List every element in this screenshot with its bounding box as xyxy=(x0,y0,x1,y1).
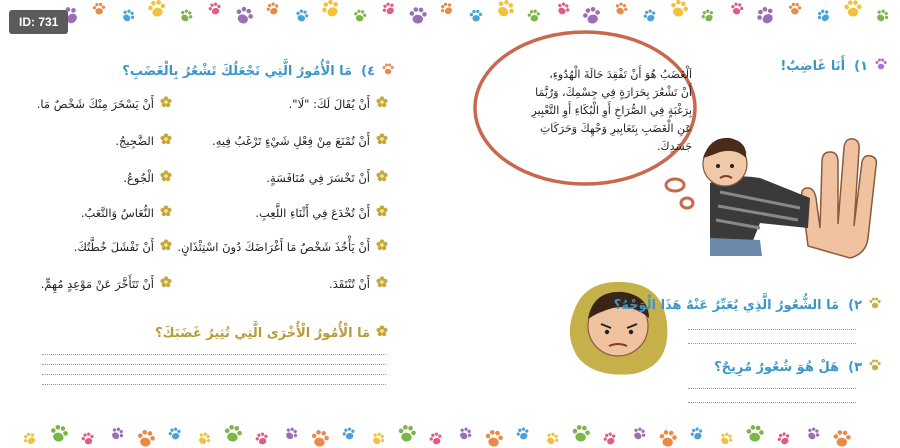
flower-bullet-icon xyxy=(160,205,172,220)
paw-print-icon xyxy=(689,426,705,441)
paw-bullet-icon xyxy=(381,62,395,80)
paw-print-icon xyxy=(370,430,387,447)
anger-trigger-item: أَنْ يَسْخَرَ مِنْكَ شَخْصٌ مَا. xyxy=(37,96,172,111)
paw-print-icon xyxy=(397,424,417,443)
anger-trigger-item: أَنْ يَأْخُذَ شَخْصٌ مَا أَغْرَاضَكَ دُونَ اسْتِئْذَانٍ. xyxy=(177,239,388,254)
answer-line[interactable] xyxy=(42,364,386,365)
paw-print-icon xyxy=(669,0,690,19)
anger-trigger-item: أَنْ تَخْسَرَ فِي مُنَافَسَةٍ. xyxy=(266,170,388,185)
bubble-line: عَنِ الْغَضَبِ بِتَعَابِيرِ وَجْهِكَ وَحَرَكَاتِ xyxy=(539,122,692,135)
paw-print-icon xyxy=(833,430,851,447)
paw-print-icon xyxy=(457,425,474,442)
section-4-number: ٤) xyxy=(361,63,375,79)
section-2-number: ٢) xyxy=(848,297,862,313)
paw-print-icon xyxy=(754,4,777,26)
paw-print-icon xyxy=(438,0,455,17)
paw-print-icon xyxy=(93,3,106,15)
paw-print-icon xyxy=(21,430,38,447)
paw-print-icon xyxy=(730,2,744,16)
paw-print-icon xyxy=(81,432,96,446)
paw-print-icon xyxy=(631,425,648,441)
flower-bullet-icon xyxy=(376,276,388,291)
flower-bullet-icon xyxy=(376,239,388,254)
paw-print-icon xyxy=(746,425,765,443)
paw-bullet-icon xyxy=(874,57,888,75)
flower-bullet-icon xyxy=(160,96,172,111)
paw-print-icon xyxy=(470,10,483,22)
flower-bullet-icon xyxy=(376,170,388,185)
flower-bullet-icon xyxy=(376,325,388,341)
paw-print-icon xyxy=(844,0,861,16)
paw-print-icon xyxy=(380,0,397,16)
flower-bullet-icon xyxy=(376,96,388,111)
paw-print-icon xyxy=(700,8,716,24)
paw-print-icon xyxy=(572,424,591,442)
answer-line[interactable] xyxy=(688,329,856,330)
paw-print-border-bottom xyxy=(0,424,900,448)
paw-print-border-top xyxy=(0,0,900,26)
bubble-line: بِرَغْبَةٍ فِي الصُّرَاخِ أَوِ الْبُكَاءِ أَوِ التَّعْبِيرِ xyxy=(531,104,692,117)
paw-print-icon xyxy=(659,430,678,448)
anger-trigger-item: الْجُوعُ. xyxy=(123,170,172,185)
paw-print-icon xyxy=(319,0,342,20)
answer-line[interactable] xyxy=(42,374,386,375)
flower-bullet-icon xyxy=(376,133,388,148)
flower-bullet-icon xyxy=(160,276,172,291)
flower-bullet-icon xyxy=(160,170,172,185)
paw-print-icon xyxy=(254,431,269,445)
paw-print-icon xyxy=(582,6,603,26)
paw-print-icon xyxy=(49,424,69,443)
paw-print-icon xyxy=(233,5,255,26)
paw-print-icon xyxy=(196,430,213,447)
paw-print-icon xyxy=(544,430,561,446)
paw-print-icon xyxy=(178,8,194,24)
paw-print-icon xyxy=(805,426,821,442)
section-2-title: مَا الشُّعُورُ الَّذِي يُعَبِّرُ عَنْهُ هَذَا الْوَجْهُ؟ xyxy=(613,297,840,313)
section-4-heading xyxy=(122,62,395,80)
bubble-line: اَلْغَضَبُ هُوَ أَنْ تَفْقِدَ حَالَةَ الْهُدُوءِ، xyxy=(549,68,692,81)
bubble-text xyxy=(494,66,692,156)
paw-print-icon xyxy=(167,426,182,440)
angry-boy-illustration xyxy=(690,128,880,260)
paw-print-icon xyxy=(341,426,356,441)
anger-trigger-item: أَنْ يُقَالَ لَكَ: "لَا". xyxy=(289,96,388,111)
paw-print-icon xyxy=(484,429,503,447)
section-4-title: مَا الْأُمُورُ الَّتِي تَجْعَلُكَ تَشْعُرُ بِالْغَضَبِ؟ xyxy=(122,63,353,79)
anger-trigger-item: الضَّجِيجُ. xyxy=(115,133,172,148)
upset-face-illustration xyxy=(563,274,675,380)
paw-print-icon xyxy=(874,7,891,24)
anger-trigger-item: النُّعَاسُ وَالتَّعَبُ. xyxy=(81,205,172,220)
answer-line[interactable] xyxy=(688,343,856,344)
answer-line[interactable] xyxy=(688,388,856,389)
flower-bullet-icon xyxy=(160,239,172,254)
paw-print-icon xyxy=(788,2,801,15)
section-3-heading xyxy=(714,358,882,376)
paw-print-icon xyxy=(409,7,427,24)
section-3-title: هَلْ هُوَ شُعُورٌ مُرِيحٌ؟ xyxy=(714,359,840,375)
paw-print-icon xyxy=(207,1,222,15)
section-5-title: مَا الْأُمُورُ الْأُخْرَى الَّتِي تُثِيرُ غَضَبَكَ؟ xyxy=(155,325,370,341)
paw-print-icon xyxy=(265,1,281,16)
paw-print-icon xyxy=(120,7,137,23)
paw-print-icon xyxy=(815,7,832,24)
paw-print-icon xyxy=(147,0,167,18)
image-id-badge: ID: 731 xyxy=(9,10,68,34)
paw-print-icon xyxy=(613,1,629,16)
anger-trigger-item: أَنْ تُنْتَقَدَ. xyxy=(329,276,388,291)
paw-print-icon xyxy=(527,9,541,22)
paw-print-icon xyxy=(718,431,735,447)
section-1-title: أَنَا غَاضِبٌ! xyxy=(780,58,846,74)
paw-print-icon xyxy=(283,425,300,442)
anger-trigger-item: أَنْ تَتَأَخَّرَ عَنْ مَوْعِدٍ مُهِمٍّ. xyxy=(41,276,172,291)
section-1-number: ١) xyxy=(854,58,868,74)
paw-print-icon xyxy=(555,1,571,17)
paw-print-icon xyxy=(776,431,792,446)
section-5-heading xyxy=(155,325,388,341)
flower-bullet-icon xyxy=(160,133,172,148)
paw-print-icon xyxy=(515,426,530,441)
paw-print-icon xyxy=(136,429,156,448)
paw-print-icon xyxy=(602,431,618,446)
answer-line[interactable] xyxy=(688,402,856,403)
flower-bullet-icon xyxy=(376,205,388,220)
paw-print-icon xyxy=(353,9,367,23)
paw-bullet-icon xyxy=(868,296,882,314)
paw-print-icon xyxy=(109,425,126,442)
answer-line[interactable] xyxy=(42,384,386,385)
answer-line[interactable] xyxy=(42,354,386,355)
anger-trigger-item: أَنْ تَفْشَلَ خُطَّتُكَ. xyxy=(74,239,172,254)
section-1-heading xyxy=(780,57,888,75)
paw-print-icon xyxy=(642,8,658,23)
bubble-line: جَسَدِكَ. xyxy=(657,140,692,153)
bubble-line: أَنْ تَشْعُرَ بِحَرَارَةٍ فِي جِسْمِكَ، وَرُبَّمَا xyxy=(535,86,692,99)
paw-print-icon xyxy=(310,429,330,448)
paw-print-icon xyxy=(494,0,517,20)
section-3-number: ٣) xyxy=(848,359,862,375)
paw-print-icon xyxy=(223,424,243,443)
paw-print-icon xyxy=(295,8,310,22)
paw-print-icon xyxy=(428,431,443,446)
anger-trigger-item: أَنْ تُخْدَعَ فِي أَثْنَاءِ اللَّعِبِ. xyxy=(255,205,388,220)
anger-trigger-item: أَنْ تُمْنَعَ مِنْ فِعْلِ شَيْءٍ تَرْغَبُ فِيهِ. xyxy=(212,133,388,148)
section-2-heading xyxy=(614,296,882,314)
paw-bullet-icon xyxy=(868,358,882,376)
